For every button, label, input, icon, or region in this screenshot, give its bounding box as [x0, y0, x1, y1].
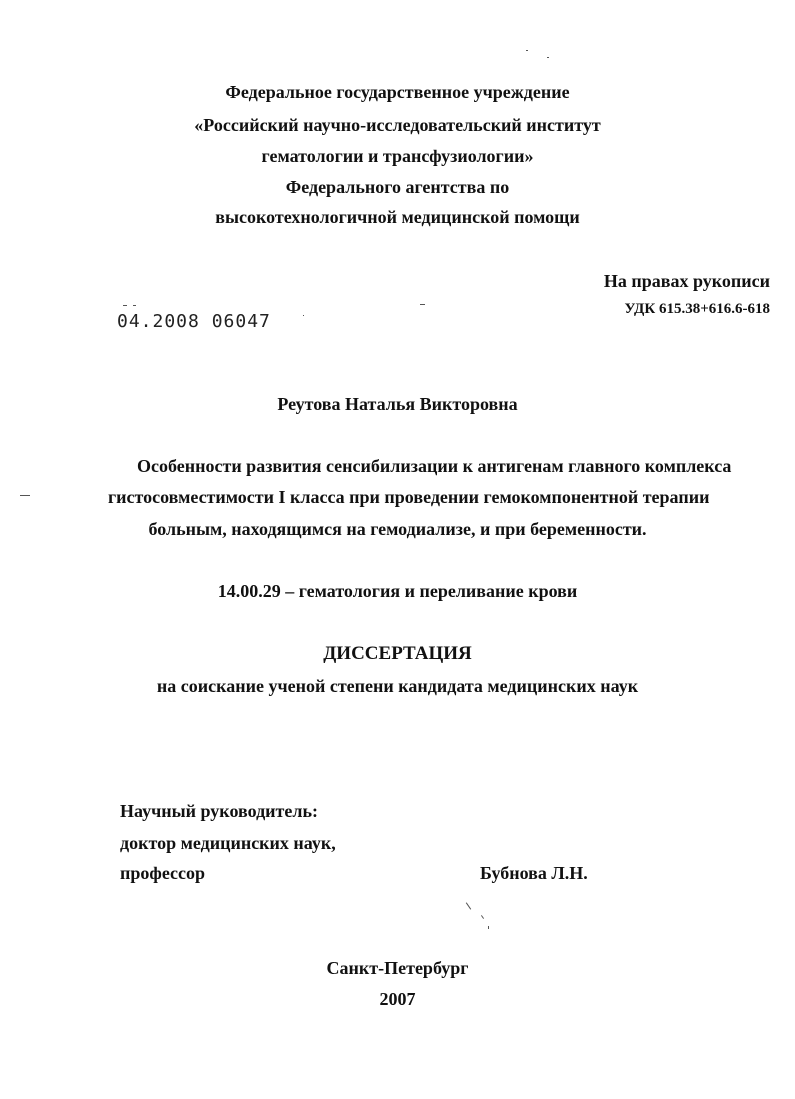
scan-speck: [420, 304, 425, 305]
supervisor-role-label: Научный руководитель:: [120, 801, 318, 821]
supervisor-title: профессор: [120, 863, 206, 883]
title-line-2: гистосовместимости I класса при проведении гемокомпонентной терапии: [108, 487, 710, 507]
supervisor-degree: доктор медицинских наук,: [120, 833, 336, 853]
institution-line-4: Федерального агентства по: [285, 177, 510, 197]
scan-speck: [303, 315, 304, 316]
supervisor-name: Бубнова Л.Н.: [480, 863, 588, 883]
institution-line-1: Федеральное государственное учреждение: [225, 82, 570, 102]
document-type-subheading: на соискание ученой степени кандидата медицинских наук: [156, 676, 639, 696]
scan-speck: [526, 50, 528, 51]
scan-speck: [547, 57, 549, 58]
author-name: Реутова Наталья Викторовна: [277, 394, 518, 414]
scan-speck: [133, 305, 136, 306]
scan-speck: [20, 495, 30, 496]
title-line-3: больным, находящимся на гемодиализе, и при беременности.: [148, 519, 647, 539]
year: 2007: [379, 989, 416, 1009]
scan-speck: [481, 915, 484, 919]
document-type-heading: ДИССЕРТАЦИЯ: [323, 643, 472, 664]
city: Санкт-Петербург: [326, 958, 469, 978]
institution-line-3: гематологии и трансфузиологии»: [261, 146, 534, 166]
manuscript-rights-label: На правах рукописи: [603, 271, 770, 291]
library-stamp-number: 04.2008 06047: [117, 311, 271, 332]
institution-line-2: «Российский научно-исследовательский институт: [194, 115, 601, 135]
scan-speck: [466, 902, 471, 909]
scan-speck: [488, 926, 489, 929]
scan-speck: [123, 305, 127, 306]
institution-line-5: высокотехнологичной медицинской помощи: [215, 207, 580, 227]
title-line-1: Особенности развития сенсибилизации к антигенам главного комплекса: [137, 456, 732, 476]
specialty-code: 14.00.29 – гематология и переливание крови: [217, 581, 578, 601]
udk-code: УДК 615.38+616.6-618: [624, 301, 770, 317]
